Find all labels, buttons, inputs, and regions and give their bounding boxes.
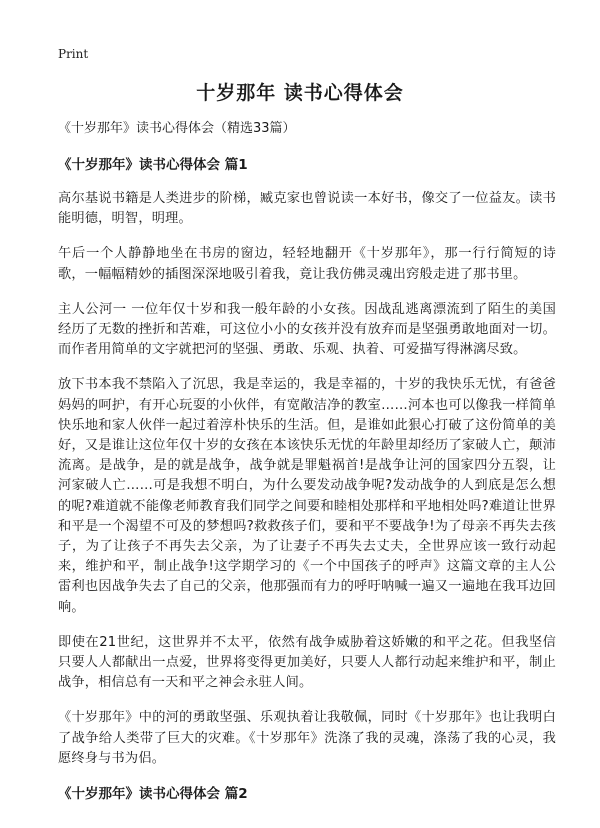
page-title: 十岁那年 读书心得体会 [196, 82, 404, 104]
document-subtitle: 《十岁那年》读书心得体会（精选33篇） [58, 121, 296, 136]
print-link[interactable]: Print [58, 47, 89, 61]
section-heading-1: 《十岁那年》读书心得体会 篇1 [58, 157, 248, 173]
paragraph: 即使在21世纪，这世界并不太平，依然有战争威胁着这娇嫩的和平之花。但我坚信只要人人都献出一点爱，世界将变得更加美好，只要人人都行动起来维护和平，制止战争，相信总有一天和平之神会永驻人间。 [58, 634, 556, 691]
paragraph: 高尔基说书籍是人类进步的阶梯，臧克家也曾说读一本好书，像交了一位益友。读书能明德，明智，明理。 [58, 191, 556, 227]
paragraph: 放下书本我不禁陷入了沉思，我是幸运的，我是幸福的，十岁的我快乐无忧，有爸爸妈妈的呵护，有开心玩耍的小伙伴，有宽敞洁净的教室……河本也可以像我一样简单快乐地和家人伙伴一起过着淳朴快乐的生活。但，是谁如此狠心打破了这份简单的美好，又是谁让这位年仅十岁的女孩在本该快乐无忧的年龄里却经历了家破人亡，颠沛流离。是战争，是的就是战争，战争就是罪魁祸首!是战争让河的国家四分五裂，让河家破人亡……可是我想不明白，为什么要发动战争呢?发动战争的人到底是怎么想的呢?难道就不能像老师教育我们同学之间要和睦相处那样和平地相处吗?难道让世界和平是一个渴望不可及的梦想吗?救救孩子们，要和平不要战争!为了母亲不再失去孩子，为了让孩子不再失去父亲，为了让妻子不再失去丈夫，全世界应该一致行动起来，维护和平，制止战争!这学期学习的《一个中国孩子的呼声》这篇文章的主人公雷利也因战争失去了自己的父亲，他那强而有力的呼吁呐喊一遍又一遍地在我耳边回响。 [58, 377, 556, 615]
paragraph: 《十岁那年》中的河的勇敢坚强、乐观执着让我敬佩，同时《十岁那年》也让我明白了战争给人类带了巨大的灾难。《十岁那年》洗涤了我的灵魂，涤荡了我的心灵，我愿终身与书为侣。 [58, 710, 556, 766]
paragraph: 午后一个人静静地坐在书房的窗边，轻轻地翻开《十岁那年》，那一行行简短的诗歌，一幅幅精妙的插图深深地吸引着我，竟让我仿佛灵魂出窍般走进了那书里。 [58, 246, 556, 282]
paragraph: 主人公河一 一位年仅十岁和我一般年龄的小女孩。因战乱逃离漂流到了陌生的美国经历了无数的挫折和苦难，可这位小小的女孩并没有放弃而是坚强勇敢地面对一切。而作者用简单的文字就把河的坚强、勇敢、乐观、执着、可爱描写得淋漓尽致。 [58, 301, 556, 358]
document-body [58, 119, 556, 818]
section-heading-2: 《十岁那年》读书心得体会 篇2 [58, 786, 248, 803]
